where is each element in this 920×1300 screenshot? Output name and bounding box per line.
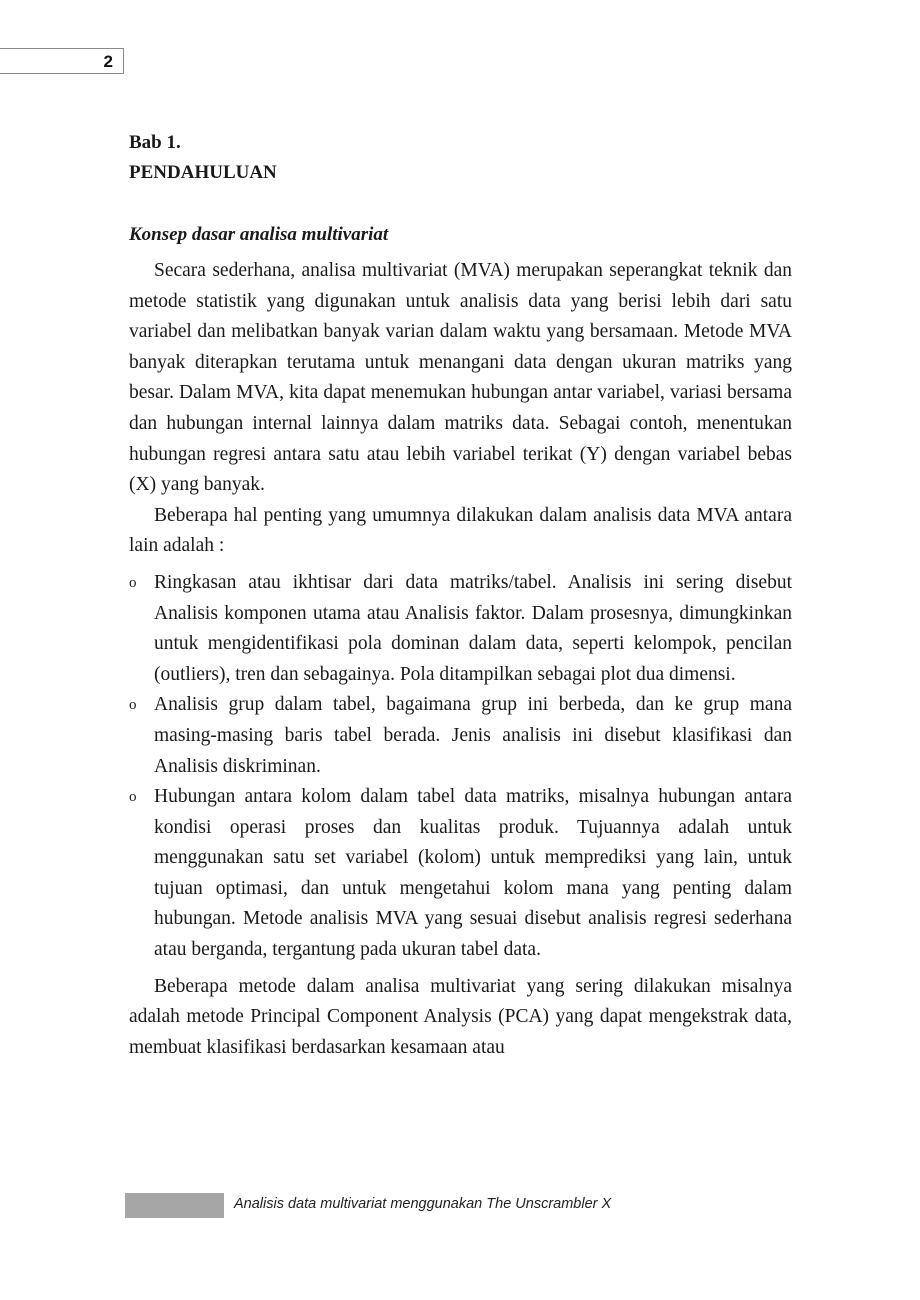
paragraph-list-intro: Beberapa hal penting yang umumnya dilakukan dalam analisis data MVA antara lain adalah :: [129, 504, 792, 557]
list-item-text: Ringkasan atau ikhtisar dari data matriks/tabel. Analisis ini sering disebut Analisis komponen utama atau Analisis faktor. Dalam prosesnya, dimungkinkan untuk mengidentifikasi pola dominan dalam data, seperti kelompok, pencilan (outliers), tren dan sebagainya. Pola ditampilkan sebagai plot dua dimensi.: [154, 571, 792, 685]
paragraph-closing: Beberapa metode dalam analisa multivariat yang sering dilakukan misalnya adalah metode Principal Component Analysis (PCA) yang dapat mengekstrak data, membuat klasifikasi berdasarkan kesamaan atau: [129, 975, 792, 1058]
chapter-title: PENDAHULUAN: [129, 162, 277, 183]
list-item-text: Analisis grup dalam tabel, bagaimana grup ini berbeda, dan ke grup mana masing-masing baris tabel berada. Jenis analisis ini disebut klasifikasi dan Analisis diskriminan.: [154, 694, 792, 777]
section-title: Konsep dasar analisa multivariat: [129, 224, 389, 245]
bullet-list: [129, 568, 792, 966]
chapter-label: Bab 1.: [129, 132, 181, 153]
footer-text: Analisis data multivariat menggunakan The Unscrambler X: [234, 1196, 612, 1212]
page-number: 2: [103, 52, 113, 71]
bullet-circle-icon: o: [129, 697, 137, 714]
bullet-circle-icon: o: [129, 789, 137, 806]
list-item: [129, 690, 792, 782]
footer-bar: [125, 1193, 224, 1218]
page-content: [129, 128, 792, 1063]
list-item-text: Hubungan antara kolom dalam tabel data matriks, misalnya hubungan antara kondisi operasi proses dan kualitas produk. Tujuannya adalah untuk menggunakan satu set variabel (kolom) untuk memprediksi yang lain, untuk tujuan optimasi, dan untuk mengetahui kolom mana yang penting dalam hubungan. Metode analisis MVA yang sesuai disebut analisis regresi sederhana atau berganda, tergantung pada ukuran tabel data.: [154, 786, 792, 961]
list-item: [129, 568, 792, 690]
list-item: [129, 782, 792, 966]
page-number-box: [0, 48, 124, 74]
bullet-circle-icon: o: [129, 574, 137, 591]
paragraph-intro: Secara sederhana, analisa multivariat (MVA) merupakan seperangkat teknik dan metode statistik yang digunakan untuk analisis data yang berisi lebih dari satu variabel dan melibatkan banyak varian dalam waktu yang bersamaan. Metode MVA banyak diterapkan terutama untuk menangani data dengan ukuran matriks yang besar. Dalam MVA, kita dapat menemukan hubungan antar variabel, variasi bersama dan hubungan internal lainnya dalam matriks data. Sebagai contoh, menentukan hubungan regresi antara satu atau lebih variabel terikat (Y) dengan variabel bebas (X) yang banyak.: [129, 260, 792, 496]
